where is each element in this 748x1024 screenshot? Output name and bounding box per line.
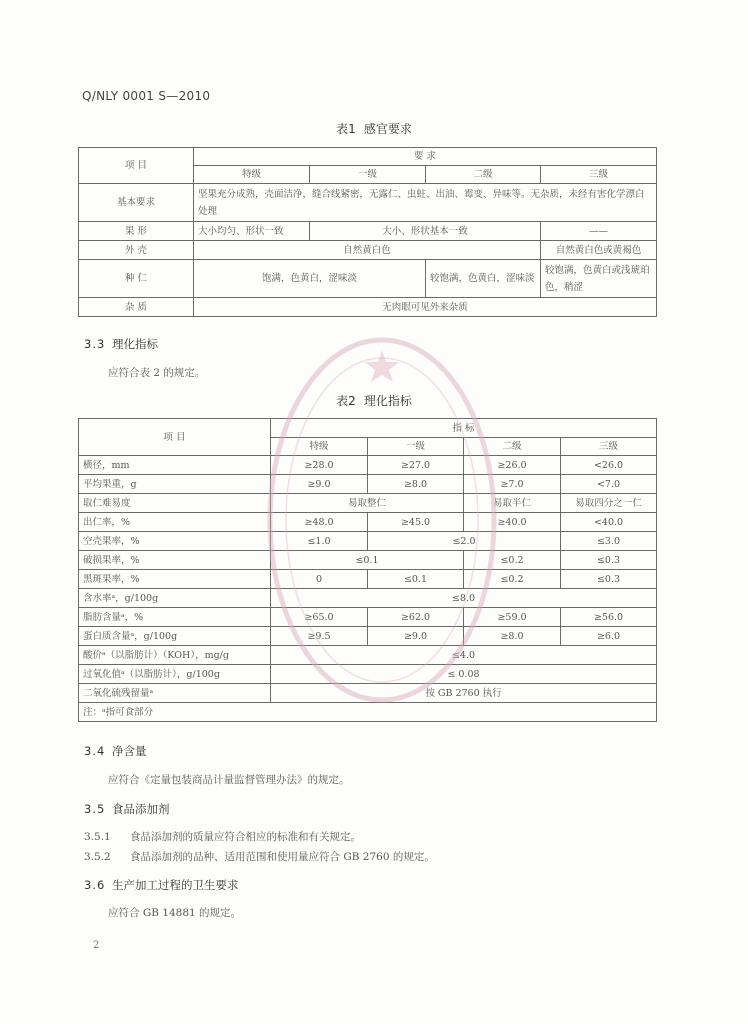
cell-value: 易取四分之一仁 xyxy=(561,494,657,513)
table-row xyxy=(79,684,657,703)
section-3-3-heading xyxy=(84,336,158,352)
row-label: 脂肪含量ᵃ，% xyxy=(79,608,271,627)
section-3-4-text: 应符合《定量包装商品计量监督管理办法》的规定。 xyxy=(108,774,350,786)
cell-value: ≤ 0.08 xyxy=(271,665,657,684)
cell-value: 大小、形状基本一致 xyxy=(310,222,541,241)
table-row xyxy=(79,298,657,317)
table-row xyxy=(79,260,657,298)
row-label: 破损果率，% xyxy=(79,551,271,570)
row-label: 取仁难易度 xyxy=(79,494,271,513)
cell-value: 较饱满，色黄白，涩味淡 xyxy=(426,260,541,298)
section-3-5-heading xyxy=(84,801,170,817)
table-row xyxy=(79,627,657,646)
table-row xyxy=(79,513,657,532)
table-row xyxy=(79,456,657,475)
row-label: 蛋白质含量ᵃ，g/100g xyxy=(79,627,271,646)
cell-value: 按 GB 2760 执行 xyxy=(271,684,657,703)
section-title: 食品添加剂 xyxy=(112,802,170,816)
section-3-5-1 xyxy=(84,829,361,844)
cell-value: ≥48.0 xyxy=(271,513,368,532)
cell-value: ≥27.0 xyxy=(368,456,464,475)
section-number: 3.3 xyxy=(84,337,106,351)
row-label: 横径，mm xyxy=(79,456,271,475)
sensory-requirements-table xyxy=(78,147,657,317)
section-3-3-text: 应符合表 2 的规定。 xyxy=(108,367,206,379)
cell-value: ≥6.0 xyxy=(561,627,657,646)
index-header: 指 标 xyxy=(271,419,657,438)
row-label: 过氧化值ᵃ（以脂肪计），g/100g xyxy=(79,665,271,684)
section-3-4-heading xyxy=(84,743,147,759)
cell-value: 较饱满，色黄白或浅琥珀色，稍涩 xyxy=(541,260,657,298)
table-row xyxy=(79,646,657,665)
row-label: 空壳果率，% xyxy=(79,532,271,551)
table2-caption xyxy=(0,392,748,409)
table1-title: 感官要求 xyxy=(363,122,412,136)
table-note: 注：ᵃ指可食部分 xyxy=(79,703,657,722)
grade-second: 二级 xyxy=(464,438,561,456)
row-label: 出仁率，% xyxy=(79,513,271,532)
table-row xyxy=(79,589,657,608)
cell-value: 易取半仁 xyxy=(464,494,561,513)
cell-value: 无肉眼可见外来杂质 xyxy=(194,298,657,317)
row-label: 基本要求 xyxy=(79,184,194,222)
table-row xyxy=(79,570,657,589)
cell-value: ≥45.0 xyxy=(368,513,464,532)
table2-title: 理化指标 xyxy=(363,394,412,408)
cell-value: <40.0 xyxy=(561,513,657,532)
grade-third: 三级 xyxy=(561,438,657,456)
table-row xyxy=(79,665,657,684)
cell-value: ≥62.0 xyxy=(368,608,464,627)
table-row xyxy=(79,241,657,260)
section-title: 净含量 xyxy=(112,744,147,758)
table-row xyxy=(79,419,657,438)
row-label: 外 壳 xyxy=(79,241,194,260)
cell-value: ≤0.1 xyxy=(271,551,464,570)
subsection-number: 3.5.1 xyxy=(84,831,111,843)
table-row xyxy=(79,494,657,513)
cell-value: ≤0.3 xyxy=(561,570,657,589)
grade-special: 特级 xyxy=(271,438,368,456)
cell-value: ≥8.0 xyxy=(464,627,561,646)
cell-value: ≥65.0 xyxy=(271,608,368,627)
row-label: 含水率ᵃ，g/100g xyxy=(79,589,271,608)
section-title: 生产加工过程的卫生要求 xyxy=(112,878,239,892)
row-label: 平均果重，g xyxy=(79,475,271,494)
cell-value: <26.0 xyxy=(561,456,657,475)
section-number: 3.4 xyxy=(84,744,106,758)
table-row xyxy=(79,184,657,222)
row-label: 果 形 xyxy=(79,222,194,241)
table-row xyxy=(79,532,657,551)
row-label: 杂 质 xyxy=(79,298,194,317)
grade-third: 三级 xyxy=(541,166,657,184)
cell-value: 自然黄白色或黄褐色 xyxy=(541,241,657,260)
cell-value: ≤0.2 xyxy=(464,570,561,589)
cell-value: ≤4.0 xyxy=(271,646,657,665)
cell-value: <7.0 xyxy=(561,475,657,494)
row-label: 酸价ᵃ（以脂肪计）（KOH），mg/g xyxy=(79,646,271,665)
requirement-header: 要 求 xyxy=(194,148,657,166)
table-row xyxy=(79,475,657,494)
item-header: 项 目 xyxy=(79,419,271,456)
cell-value: ≤8.0 xyxy=(271,589,657,608)
row-label: 种 仁 xyxy=(79,260,194,298)
section-number: 3.5 xyxy=(84,802,106,816)
cell-value: ≥9.5 xyxy=(271,627,368,646)
cell-value: ≥40.0 xyxy=(464,513,561,532)
table-row xyxy=(79,148,657,166)
section-3-6-text: 应符合 GB 14881 的规定。 xyxy=(108,907,242,919)
cell-value: ≤0.3 xyxy=(561,551,657,570)
physicochemical-table xyxy=(78,418,657,722)
row-label: 黑斑果率，% xyxy=(79,570,271,589)
cell-value: 饱满，色黄白，涩味淡 xyxy=(194,260,426,298)
section-3-5-2 xyxy=(84,849,435,864)
cell-value: 0 xyxy=(271,570,368,589)
cell-value: —— xyxy=(541,222,657,241)
cell-value: ≥28.0 xyxy=(271,456,368,475)
section-3-6-heading xyxy=(84,877,239,893)
cell-value: 自然黄白色 xyxy=(194,241,541,260)
basic-requirement-text: 坚果充分成熟，壳面洁净，缝合线紧密，无露仁、虫蛀、出油、霉变、异味等。无杂质，未经有害化学漂白处理 xyxy=(194,184,657,222)
grade-second: 二级 xyxy=(426,166,541,184)
cell-value: ≤1.0 xyxy=(271,532,368,551)
cell-value: ≥9.0 xyxy=(271,475,368,494)
cell-value: ≥8.0 xyxy=(368,475,464,494)
cell-value: ≥7.0 xyxy=(464,475,561,494)
cell-value: ≥9.0 xyxy=(368,627,464,646)
subsection-text: 食品添加剂的质量应符合相应的标准和有关规定。 xyxy=(130,831,361,843)
cell-value: ≤2.0 xyxy=(368,532,561,551)
grade-first: 一级 xyxy=(368,438,464,456)
row-label: 二氧化硫残留量ᵃ xyxy=(79,684,271,703)
table1-number: 表1 xyxy=(336,122,356,136)
cell-value: ≥59.0 xyxy=(464,608,561,627)
table-row xyxy=(79,551,657,570)
section-title: 理化指标 xyxy=(112,337,158,351)
cell-value: 大小均匀、形状一致 xyxy=(194,222,310,241)
grade-special: 特级 xyxy=(194,166,310,184)
table1-caption xyxy=(0,120,748,137)
table-row xyxy=(79,222,657,241)
table2-number: 表2 xyxy=(336,394,356,408)
subsection-text: 食品添加剂的品种、适用范围和使用量应符合 GB 2760 的规定。 xyxy=(130,851,435,863)
subsection-number: 3.5.2 xyxy=(84,851,111,863)
cell-value: 易取整仁 xyxy=(271,494,464,513)
section-number: 3.6 xyxy=(84,878,106,892)
cell-value: ≤0.2 xyxy=(464,551,561,570)
cell-value: ≥56.0 xyxy=(561,608,657,627)
item-header: 项 目 xyxy=(79,148,194,184)
table-row xyxy=(79,608,657,627)
cell-value: ≥26.0 xyxy=(464,456,561,475)
standard-code: Q/NLY 0001 S—2010 xyxy=(82,89,211,103)
page-number: 2 xyxy=(93,940,100,951)
cell-value: ≤0.1 xyxy=(368,570,464,589)
cell-value: ≤3.0 xyxy=(561,532,657,551)
table-row xyxy=(79,703,657,722)
grade-first: 一级 xyxy=(310,166,426,184)
